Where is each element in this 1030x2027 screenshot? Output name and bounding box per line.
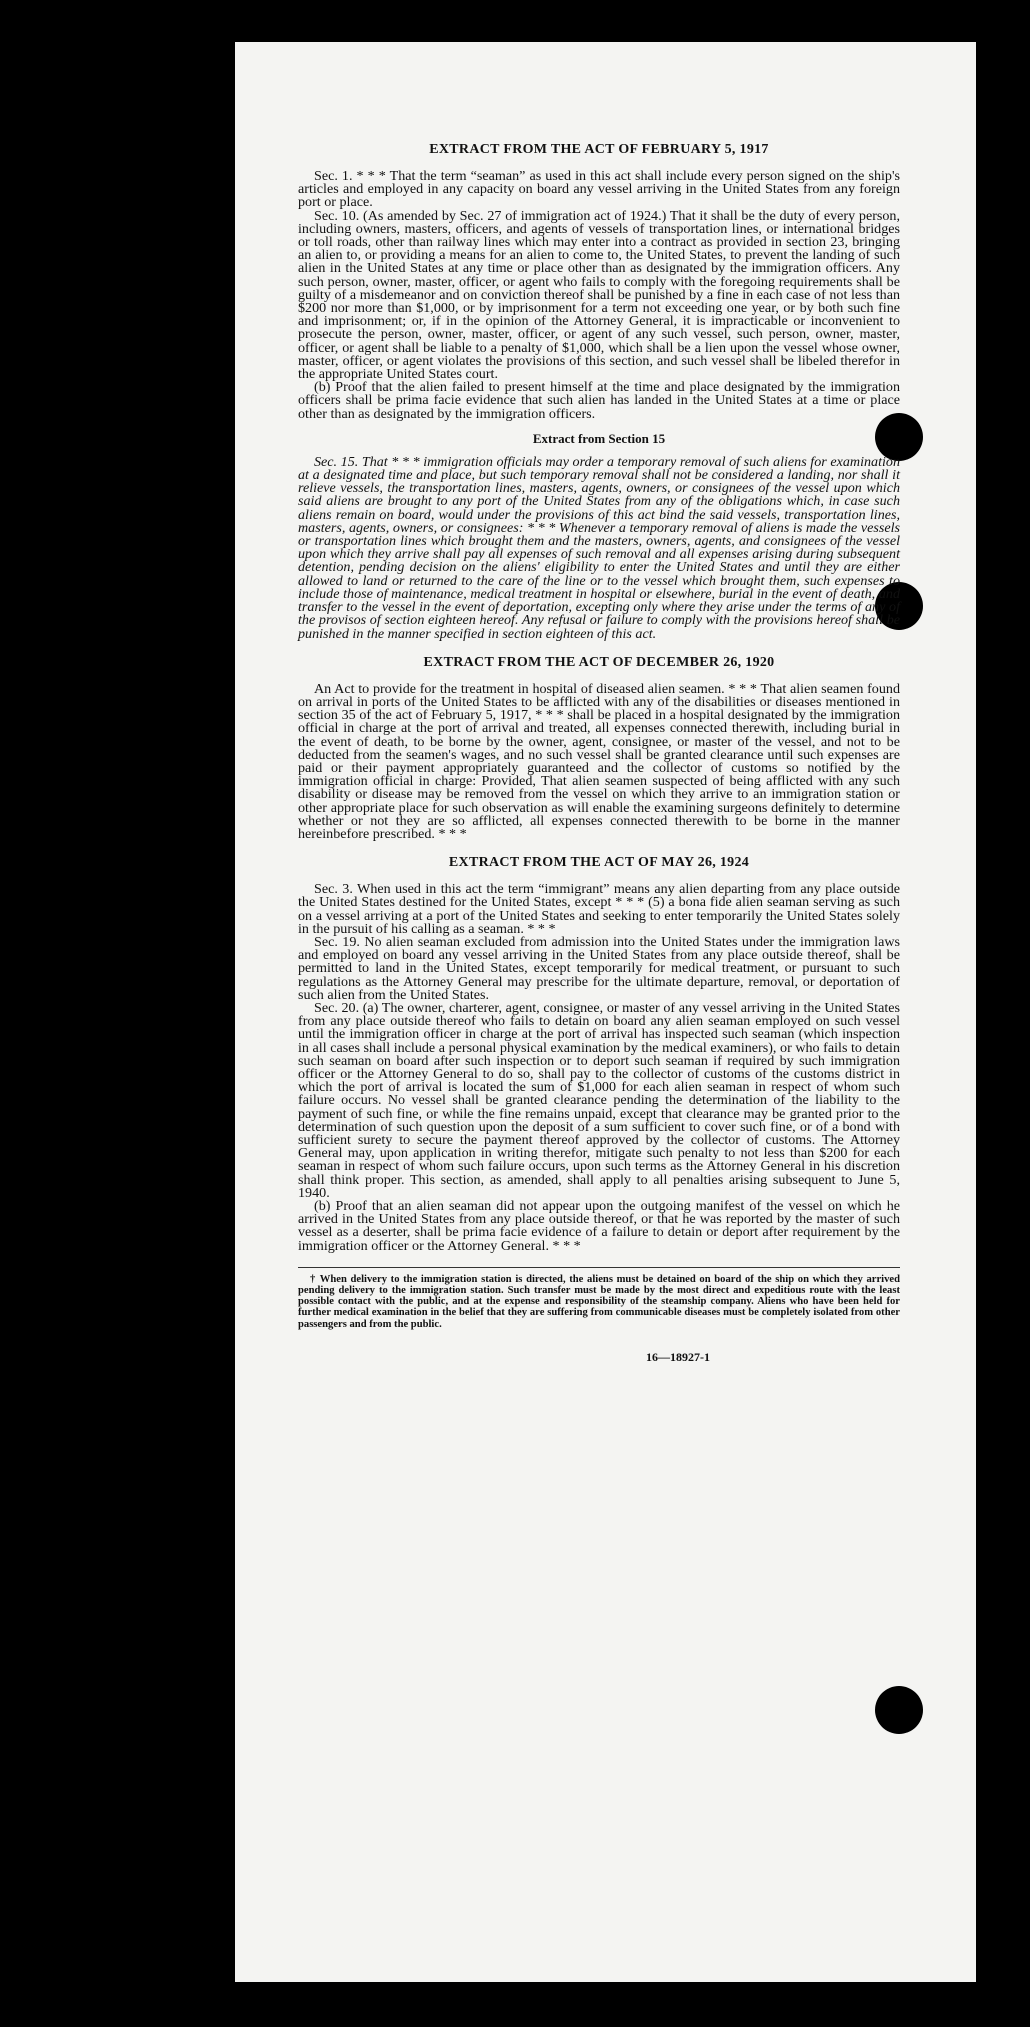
paragraph: Sec. 20. (a) The owner, charterer, agent, consignee, or master of any vessel arriving in the United States from any place outside thereof who fails to detain on board any alien seaman employed on such vessel until the immigration officer in charge at the port of arrival has inspected such seaman (which inspection in all cases shall include a personal physical examination by the medical examiners), or who fails to detain such seaman on board after such inspection or to deport such seaman if required by such immigration officer or the Attorney General to do so, shall pay to the collector of customs of the customs district in which the port of arrival is located the sum of $1,000 for each alien seaman in respect of whom such failure occurs. No vessel shall be granted clearance pending the determination of the liability to the payment of such fine, or while the fine remains unpaid, except that clearance may be granted prior to the determination of such question upon the deposit of a sum sufficient to cover such fine, or of a bond with sufficient surety to secure the payment thereof approved by the collector of customs. The Attorney General may, upon application in writing therefor, mitigate such penalty to not less than $200 for each seaman in respect of whom such failure occurs, upon such terms as the Attorney General in his discretion shall think proper. This section, as amended, shall apply to all penalties arising subsequent to June 5, 1940.	[298, 999, 900, 1201]
section-heading: EXTRACT FROM THE ACT OF FEBRUARY 5, 1917	[429, 142, 769, 157]
section-heading: EXTRACT FROM THE ACT OF MAY 26, 1924	[448, 855, 750, 871]
section-act-1920	[298, 655, 900, 841]
subsection-heading: Extract from Section 15	[532, 430, 666, 446]
paragraph: (b) Proof that an alien seaman did not appear upon the outgoing manifest of the vessel on which he arrived in the United States from any place outside thereof, or that he was reported by the master of such vessel as a deserter, shall be prima facie evidence of a failure to detain or deport after requirement by the immigration officer or the Attorney General. * * *	[298, 1198, 900, 1254]
paragraph: Sec. 10. (As amended by Sec. 27 of immigration act of 1924.) That it shall be the duty of every person, including owners, masters, officers, and agents of vessels of transportation lines, or international bridges or toll roads, other than railway lines which may enter into a contract as provided in section 23, bringing an alien to, or providing a means for an alien to come to, the United States, to prevent the landing of such alien in the United States at any time or place other than as designated by the immigration officers. Any such person, owner, master, officer, or agent who fails to comply with the foregoing requirements shall be guilty of a misdemeanor and on conviction thereof shall be punished by a fine in each case of not less than $200 nor more than $1,000, or by imprisonment for a term not exceeding one year, or by both such fine and imprisonment; or, if in the opinion of the Attorney General, it is impracticable or inconvenient to prosecute the person, owner, master, officer, or agent of any such vessel, such person, owner, master, officer, or agent shall be liable to a penalty of $1,000, which shall be a lien upon the vessel whose owner, master, officer, or agent violates the provisions of this section, and such vessel shall be libeled therefor in the appropriate United States court.	[298, 207, 900, 383]
paragraph-italic: Sec. 15. That * * * immigration officials may order a temporary removal of such aliens for examination at a designated time and place, but such temporary removal shall not be considered a landing, nor shall it relieve vessels, the transportation lines, masters, agents, owners, or consignees of the vessel upon which said aliens are brought to any port of the United States from any of the obligations which, in case such aliens remain on board, would under the provisions of this act bind the said vessels, transportation lines, masters, agents, owners, or consignees: * * * Whenever a temporary removal of aliens is made the vessels or transportation lines which brought them and the masters, owners, agents, and consignees of the vessel upon which they arrive shall pay all expenses of such removal and all expenses arising during subsequent detention, pending decision on the aliens' eligibility to enter the United States and until they are either allowed to land or returned to the care of the line or to the vessel which brought them, such expenses to include those of maintenance, medical treatment in hospital or elsewhere, burial in the event of death, and transfer to the vessel in the event of deportation, excepting only where they arise under the terms of any of the provisos of section eighteen hereof. Any refusal or failure to comply with the provisions hereof shall be punished in the manner specified in section eighteen of this act.	[298, 453, 900, 642]
section-heading: EXTRACT FROM THE ACT OF DECEMBER 26, 1920	[423, 654, 775, 670]
section-act-1917	[298, 142, 900, 641]
document-number: 16—18927-1	[646, 1349, 710, 1364]
paragraph: Sec. 3. When used in this act the term “immigrant” means any alien departing from any place outside the United States destined for the United States, except * * * (5) a bona fide alien seaman serving as such on a vessel arriving at a port of the United States and seeking to enter temporarily the United States solely in the pursuit of his calling as a seaman. * * *	[298, 881, 900, 937]
punch-hole	[875, 1686, 923, 1734]
section-act-1924	[298, 855, 900, 1253]
footnote	[298, 1267, 900, 1330]
paragraph: An Act to provide for the treatment in hospital of diseased alien seamen. * * * That alien seamen found on arrival in ports of the United States to be afflicted with any of the disabilities or diseases mentioned in section 35 of the act of February 5, 1917, * * * shall be placed in a hospital designated by the immigration official in charge at the port of arrival and treated, all expenses connected therewith, including burial in the event of death, to be borne by the owner, agent, consignee, or master of the vessel, and not to be deducted from the seamen's wages, and no such vessel shall be granted clearance until such expenses are paid or their payment appropriately guaranteed and the collector of customs so notified by the immigration official in charge: Provided, That alien seamen suspected of being afflicted with any such disability or disease may be removed from the vessel on which they arrive to an immigration station or other appropriate place for such observation as will enable the examining surgeons definitely to determine whether or not they are so afflicted, all expenses connected therewith to be borne in the manner hereinbefore prescribed. * * *	[298, 680, 900, 842]
footnote-text: † When delivery to the immigration station is directed, the aliens must be detained on board of the ship on which they arrived pending delivery to the immigration station. Such transfer must be made by the most direct and expeditious route with the least possible contact with the public, and at the expense and responsibility of the steamship company. Aliens who have been held for further medical examination in the belief that they are suffering from communicable diseases must be completely isolated from other passengers and from the public.	[298, 1273, 900, 1330]
paragraph: Sec. 1. * * * That the term “seaman” as used in this act shall include every person signed on the ship's articles and employed in any capacity on board any vessel arriving in the United States from any foreign port or place.	[298, 168, 900, 211]
document-page	[235, 42, 976, 1982]
paragraph: Sec. 19. No alien seaman excluded from admission into the United States under the immigration laws and employed on board any vessel arriving in the United States from any place outside thereof, shall be permitted to land in the United States, except temporarily for medical treatment, or pursuant to such regulations as the Attorney General may prescribe for the ultimate departure, removal, or deportation of such alien from the United States.	[298, 933, 900, 1003]
paragraph: (b) Proof that the alien failed to present himself at the time and place designated by the immigration officers shall be prima facie evidence that such alien has landed in the United States at a time or place other than as designated by the immigration officers.	[298, 379, 900, 422]
document-body	[298, 142, 900, 1365]
